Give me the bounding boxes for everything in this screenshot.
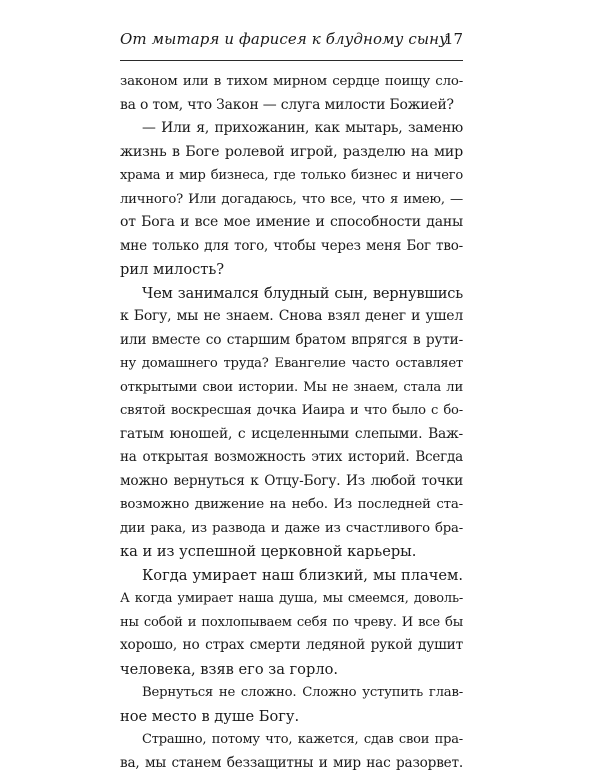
text-line: Страшно, потому что, кажется, сдав свои пра- xyxy=(120,728,463,752)
paragraph xyxy=(120,564,463,682)
body-text xyxy=(120,70,463,775)
text-line: ны собой и похлопываем себя по чреву. И все бы xyxy=(120,611,463,635)
text-line: ное место в душе Богу. xyxy=(120,705,463,729)
text-line: от Бога и все мое имение и способности даны xyxy=(120,211,463,235)
header-rule xyxy=(120,60,463,61)
text-line: можно вернуться к Отцу-Богу. Из любой точки xyxy=(120,470,463,494)
text-line: законом или в тихом мирном сердце поищу сло- xyxy=(120,70,463,94)
text-line: мне только для того, чтобы через меня Бог тво- xyxy=(120,235,463,259)
text-line: рил милость? xyxy=(120,258,463,282)
paragraph xyxy=(120,70,463,117)
text-line: дии рака, из развода и даже из счастливого бра- xyxy=(120,517,463,541)
text-line: жизнь в Боге ролевой игрой, разделю на мир xyxy=(120,141,463,165)
text-line: Вернуться не сложно. Сложно уступить глав- xyxy=(120,681,463,705)
page-number: 17 xyxy=(444,30,463,48)
text-line: ва, мы станем беззащитны и мир нас разорвет. xyxy=(120,752,463,775)
text-line: открытыми свои истории. Мы не знаем, стала ли xyxy=(120,376,463,400)
text-line: — Или я, прихожанин, как мытарь, заменю xyxy=(120,117,463,141)
paragraph xyxy=(120,117,463,282)
text-line: ну домашнего труда? Евангелие часто оставляет xyxy=(120,352,463,376)
text-line: личного? Или догадаюсь, что все, что я имею, — xyxy=(120,188,463,212)
text-line: возможно движение на небо. Из последней ста- xyxy=(120,493,463,517)
paragraph xyxy=(120,728,463,775)
text-line: гатым юношей, с исцеленными слепыми. Важ- xyxy=(120,423,463,447)
text-line: ва о том, что Закон — слуга милости Божией? xyxy=(120,94,463,118)
text-line: на открытая возможность этих историй. Всегда xyxy=(120,446,463,470)
text-line: храма и мир бизнеса, где только бизнес и ничего xyxy=(120,164,463,188)
running-header-title: От мытаря и фарисея к блудному сыну xyxy=(120,30,448,48)
text-line: хорошо, но страх смерти ледяной рукой душит xyxy=(120,634,463,658)
text-line: Когда умирает наш близкий, мы плачем. xyxy=(120,564,463,588)
text-line: человека, взяв его за горло. xyxy=(120,658,463,682)
paragraph xyxy=(120,282,463,564)
text-line: святой воскресшая дочка Иаира и что было с бо- xyxy=(120,399,463,423)
text-line: Чем занимался блудный сын, вернувшись xyxy=(120,282,463,306)
text-line: или вместе со старшим братом впрягся в рути- xyxy=(120,329,463,353)
text-line: ка и из успешной церковной карьеры. xyxy=(120,540,463,564)
text-line: к Богу, мы не знаем. Снова взял денег и ушел xyxy=(120,305,463,329)
paragraph xyxy=(120,681,463,728)
text-line: А когда умирает наша душа, мы смеемся, доволь- xyxy=(120,587,463,611)
running-header xyxy=(120,30,463,54)
